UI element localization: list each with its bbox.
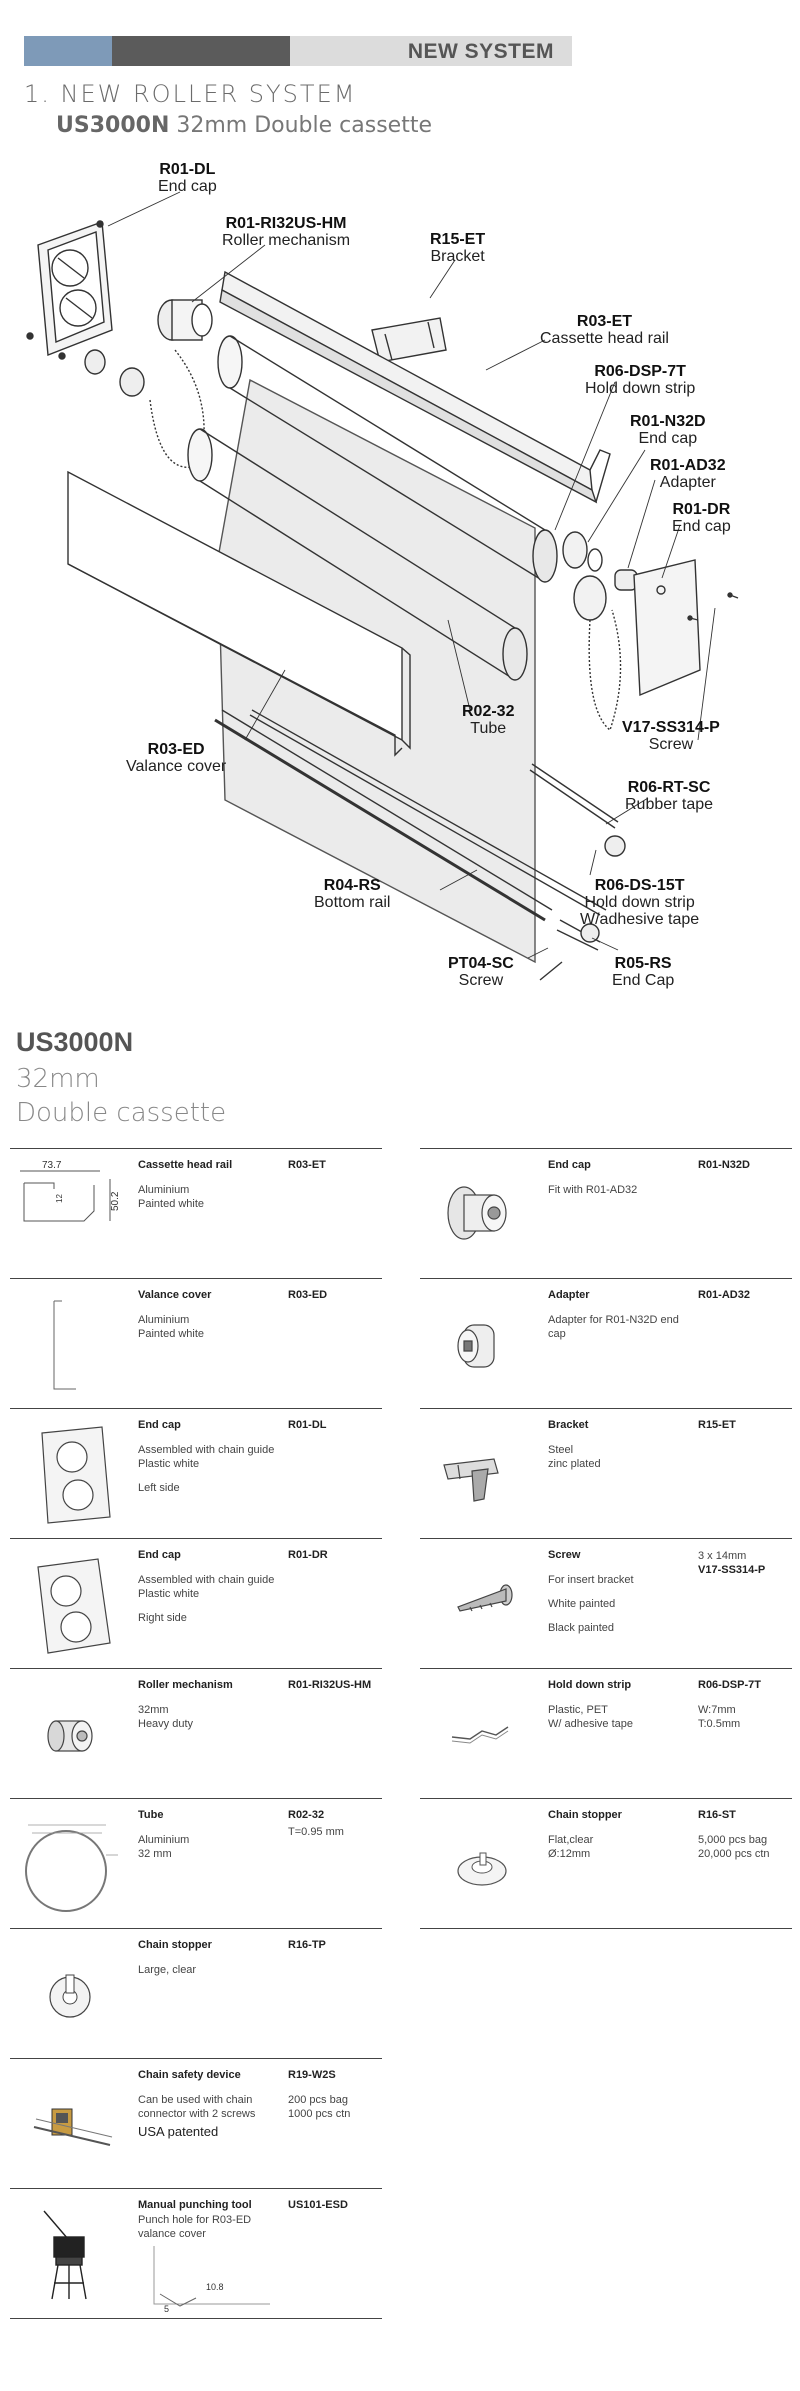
part-name: End cap <box>138 1549 181 1561</box>
end-cap-left-icon <box>14 1419 134 1529</box>
header-bar <box>24 36 572 66</box>
header-label-area <box>290 36 572 66</box>
column-end-rule <box>10 2318 382 2319</box>
callout-pt04-sc: PT04-SC Screw <box>448 955 514 989</box>
valance-cover-profile-icon <box>14 1289 134 1399</box>
callout-r02-32: R02-32 Tube <box>462 703 515 737</box>
callout-r01-ri32us-hm: R01-RI32US-HM Roller mechanism <box>222 215 351 249</box>
part-desc: Assembled with chain guide Plastic white Left side <box>138 1444 275 1494</box>
section-title: 1. NEW ROLLER SYSTEM <box>24 80 357 108</box>
part-name: Chain stopper <box>548 1809 622 1821</box>
part-desc: Aluminium 32 mm <box>138 1834 190 1860</box>
usa-patent-label: USA patented <box>138 2124 219 2139</box>
part-hold-down-strip <box>420 1668 792 1798</box>
column-end-rule <box>420 1928 792 1929</box>
end-cap-right-icon <box>14 1549 134 1659</box>
part-extra: W:7mm T:0.5mm <box>698 1704 741 1730</box>
part-end-cap-left <box>10 1408 382 1538</box>
callout-r05-rs: R05-RS End Cap <box>612 955 675 989</box>
callout-r01-dr: R01-DR End cap <box>672 501 731 535</box>
chain-stopper-large-icon <box>14 1939 134 2049</box>
part-code: R01-N32D <box>698 1159 750 1171</box>
part-code: R01-DL <box>288 1419 327 1431</box>
part-manual-punching-tool <box>10 2188 382 2318</box>
callout-r06-ds-15t: R06-DS-15T Hold down strip W/adhesive tape <box>580 877 700 928</box>
screw-icon <box>424 1549 544 1659</box>
part-desc: Adapter for R01-N32D end cap <box>548 1314 679 1340</box>
callout-r04-rs: R04-RS Bottom rail <box>314 877 391 911</box>
part-code: R01-AD32 <box>698 1289 750 1301</box>
part-screw <box>420 1538 792 1668</box>
section-model: US3000N <box>56 113 170 138</box>
part-desc: 32mm Heavy duty <box>138 1704 194 1730</box>
part-name: Valance cover <box>138 1289 212 1301</box>
part-code: R03-ED <box>288 1289 328 1301</box>
part-tube <box>10 1798 382 1928</box>
part-desc: For insert bracket White painted Black painted <box>548 1574 634 1634</box>
part-name: Adapter <box>548 1289 590 1301</box>
adapter-icon <box>424 1289 544 1399</box>
summary-type: Double cassette <box>16 1098 227 1128</box>
head-rail-profile-icon <box>14 1159 134 1269</box>
part-extra: 200 pcs bag 1000 pcs ctn <box>288 2094 351 2120</box>
part-adapter <box>420 1278 792 1408</box>
part-name: End cap <box>138 1419 181 1431</box>
part-desc: Assembled with chain guide Plastic white Right side <box>138 1574 275 1624</box>
part-code: R06-DSP-7T <box>698 1679 761 1691</box>
callout-r15-et: R15-ET Bracket <box>430 231 486 265</box>
part-chain-stopper-flat <box>420 1798 792 1928</box>
callout-r01-dl: R01-DL End cap <box>158 161 217 195</box>
callout-r03-ed: R03-ED Valance cover <box>126 741 227 775</box>
part-code: R03-ET <box>288 1159 326 1171</box>
part-desc: Plastic, PET W/ adhesive tape <box>548 1704 633 1730</box>
tube-profile-icon <box>14 1809 134 1919</box>
part-roller-mechanism <box>10 1668 382 1798</box>
part-desc: Fit with R01-AD32 <box>548 1184 638 1196</box>
dim-punch-depth: 5 <box>164 2304 170 2314</box>
section-subtitle <box>56 113 432 138</box>
callout-r01-n32d: R01-N32D End cap <box>630 413 706 447</box>
part-extra: 3 x 14mm V17-SS314-P <box>698 1550 766 1576</box>
part-code: R02-32 <box>288 1809 325 1821</box>
callout-v17-ss314-p: V17-SS314-P Screw <box>622 719 720 753</box>
summary-size: 32mm <box>16 1064 100 1094</box>
part-code: R01-RI32US-HM <box>288 1679 372 1691</box>
part-end-cap-right <box>10 1538 382 1668</box>
chain-safety-device-icon <box>14 2069 134 2179</box>
part-desc: Can be used with chain connector with 2 screws USA patented <box>138 2093 283 2139</box>
part-desc: Large, clear <box>138 1964 197 1976</box>
parts-column-left <box>10 1148 382 2319</box>
part-name: Chain safety device <box>138 2069 241 2081</box>
part-name: Bracket <box>548 1419 589 1431</box>
part-end-cap-n32d <box>420 1148 792 1278</box>
part-chain-stopper-large <box>10 1928 382 2058</box>
chain-stopper-flat-icon <box>424 1809 544 1919</box>
part-code: R19-W2S <box>288 2069 336 2081</box>
hold-down-strip-icon <box>424 1679 544 1789</box>
part-name: End cap <box>548 1159 591 1171</box>
part-name: Roller mechanism <box>138 1679 233 1691</box>
dim-width: 73.7 <box>42 1160 62 1171</box>
summary-model: US3000N <box>16 1027 134 1057</box>
part-chain-safety-device <box>10 2058 382 2188</box>
dim-punch-length: 10.8 <box>206 2282 224 2292</box>
punching-tool-icon <box>14 2199 134 2309</box>
part-code: US101-ESD <box>288 2199 348 2211</box>
part-code: R01-DR <box>288 1549 328 1561</box>
part-valance-cover <box>10 1278 382 1408</box>
part-name: Hold down strip <box>548 1679 632 1691</box>
exploded-diagram <box>0 150 800 1010</box>
part-name: Manual punching tool <box>138 2199 252 2211</box>
callout-r03-et: R03-ET Cassette head rail <box>540 313 669 347</box>
parts-column-right <box>420 1148 792 1929</box>
header-accent-blue <box>24 36 112 66</box>
part-name: Tube <box>138 1809 164 1821</box>
part-extra: 5,000 pcs bag 20,000 pcs ctn <box>698 1834 770 1860</box>
part-name: Chain stopper <box>138 1939 212 1951</box>
part-desc: Steel zinc plated <box>548 1444 601 1470</box>
part-desc: Aluminium Painted white <box>138 1184 205 1210</box>
callout-r06-dsp-7t: R06-DSP-7T Hold down strip <box>585 363 696 397</box>
part-bracket <box>420 1408 792 1538</box>
part-desc: Punch hole for R03-ED valance cover <box>138 2214 252 2240</box>
punch-hole-profile-icon <box>150 2244 280 2316</box>
callout-r06-rt-sc: R06-RT-SC Rubber tape <box>625 779 714 813</box>
dim-height: 50.2 <box>110 1191 121 1211</box>
part-code: R16-ST <box>698 1809 736 1821</box>
part-extra: T=0.95 mm <box>288 1826 344 1838</box>
header-label: NEW SYSTEM <box>407 40 554 63</box>
part-code: R15-ET <box>698 1419 736 1431</box>
end-cap-n32d-icon <box>424 1159 544 1269</box>
dim-lip: 12 <box>55 1194 64 1203</box>
part-desc: Flat,clear Ø:12mm <box>548 1834 594 1860</box>
part-cassette-head-rail <box>10 1148 382 1278</box>
part-desc: Aluminium Painted white <box>138 1314 205 1340</box>
part-code: R16-TP <box>288 1939 326 1951</box>
header-accent-dark <box>112 36 290 66</box>
part-name: Cassette head rail <box>138 1159 233 1171</box>
roller-mechanism-icon <box>14 1679 134 1789</box>
callout-r01-ad32: R01-AD32 Adapter <box>650 457 726 491</box>
bracket-icon <box>424 1419 544 1529</box>
part-name: Screw <box>548 1549 581 1561</box>
section-subtitle-text: 32mm Double cassette <box>176 113 432 138</box>
